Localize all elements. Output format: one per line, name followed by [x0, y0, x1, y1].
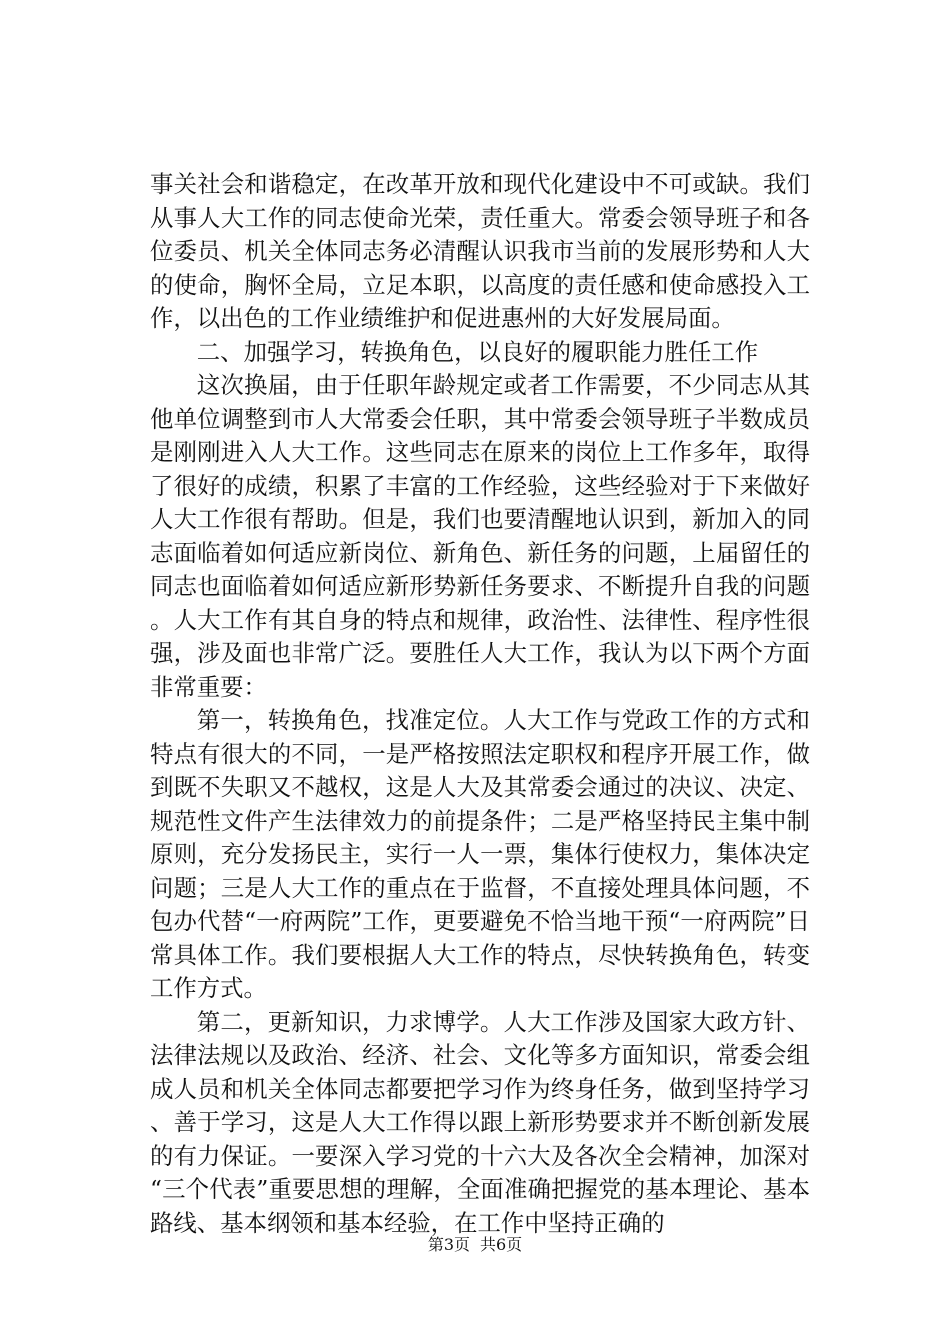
page-footer — [0, 1235, 950, 1255]
section-heading: 二、加强学习，转换角色，以良好的履职能力胜任工作 — [196, 337, 759, 366]
paragraph-second-point: 第二，更新知识，力求博学。人大工作涉及国家大政方针、法律法规以及政治、经济、社会、文化等多方面知识，常委会组成人员和机关全体同志都要把学习作为终身任务，做到坚持学习、善于学习，这是人大工作得以跟上新形势要求并不断创新发展的有力保证。一要深入学习党的十六大及各次全会精神，加深对“三个代表”重要思想的理解，全面准确把握党的基本理论、基本路线、基本纲领和基本经验，在工作中坚持正确的 — [150, 1007, 810, 1237]
document-body — [150, 168, 810, 1240]
page-number: 第3页 — [427, 1235, 470, 1254]
page-total: 共6页 — [480, 1235, 523, 1254]
paragraph-first-point: 第一，转换角色，找准定位。人大工作与党政工作的方式和特点有很大的不同，一是严格按照法定职权和程序开展工作，做到既不失职又不越权，这是人大及其常委会通过的决议、决定、规范性文件产生法律效力的前提条件；二是严格坚持民主集中制原则，充分发扬民主，实行一人一票，集体行使权力，集体决定问题；三是人大工作的重点在于监督，不直接处理具体问题，不包办代替“一府两院”工作，更要避免不恰当地干预“一府两院”日常具体工作。我们要根据人大工作的特点，尽快转换角色，转变工作方式。 — [150, 706, 810, 1002]
paragraph-intro: 事关社会和谐稳定，在改革开放和现代化建设中不可或缺。我们从事人大工作的同志使命光荣，责任重大。常委会领导班子和各位委员、机关全体同志务必清醒认识我市当前的发展形势和人大的使命，胸怀全局，立足本职，以高度的责任感和使命感投入工作，以出色的工作业绩维护和促进惠州的大好发展局面。 — [150, 170, 810, 332]
paragraph-transition: 这次换届，由于任职年龄规定或者工作需要，不少同志从其他单位调整到市人大常委会任职，其中常委会领导班子半数成员是刚刚进入人大工作。这些同志在原来的岗位上工作多年，取得了很好的成绩，积累了丰富的工作经验，这些经验对于下来做好人大工作很有帮助。但是，我们也要清醒地认识到，新加入的同志面临着如何适应新岗位、新角色、新任务的问题，上届留任的同志也面临着如何适应新形势新任务要求、不断提升自我的问题。人大工作有其自身的特点和规律，政治性、法律性、程序性很强，涉及面也非常广泛。要胜任人大工作，我认为以下两个方面非常重要： — [150, 371, 810, 701]
